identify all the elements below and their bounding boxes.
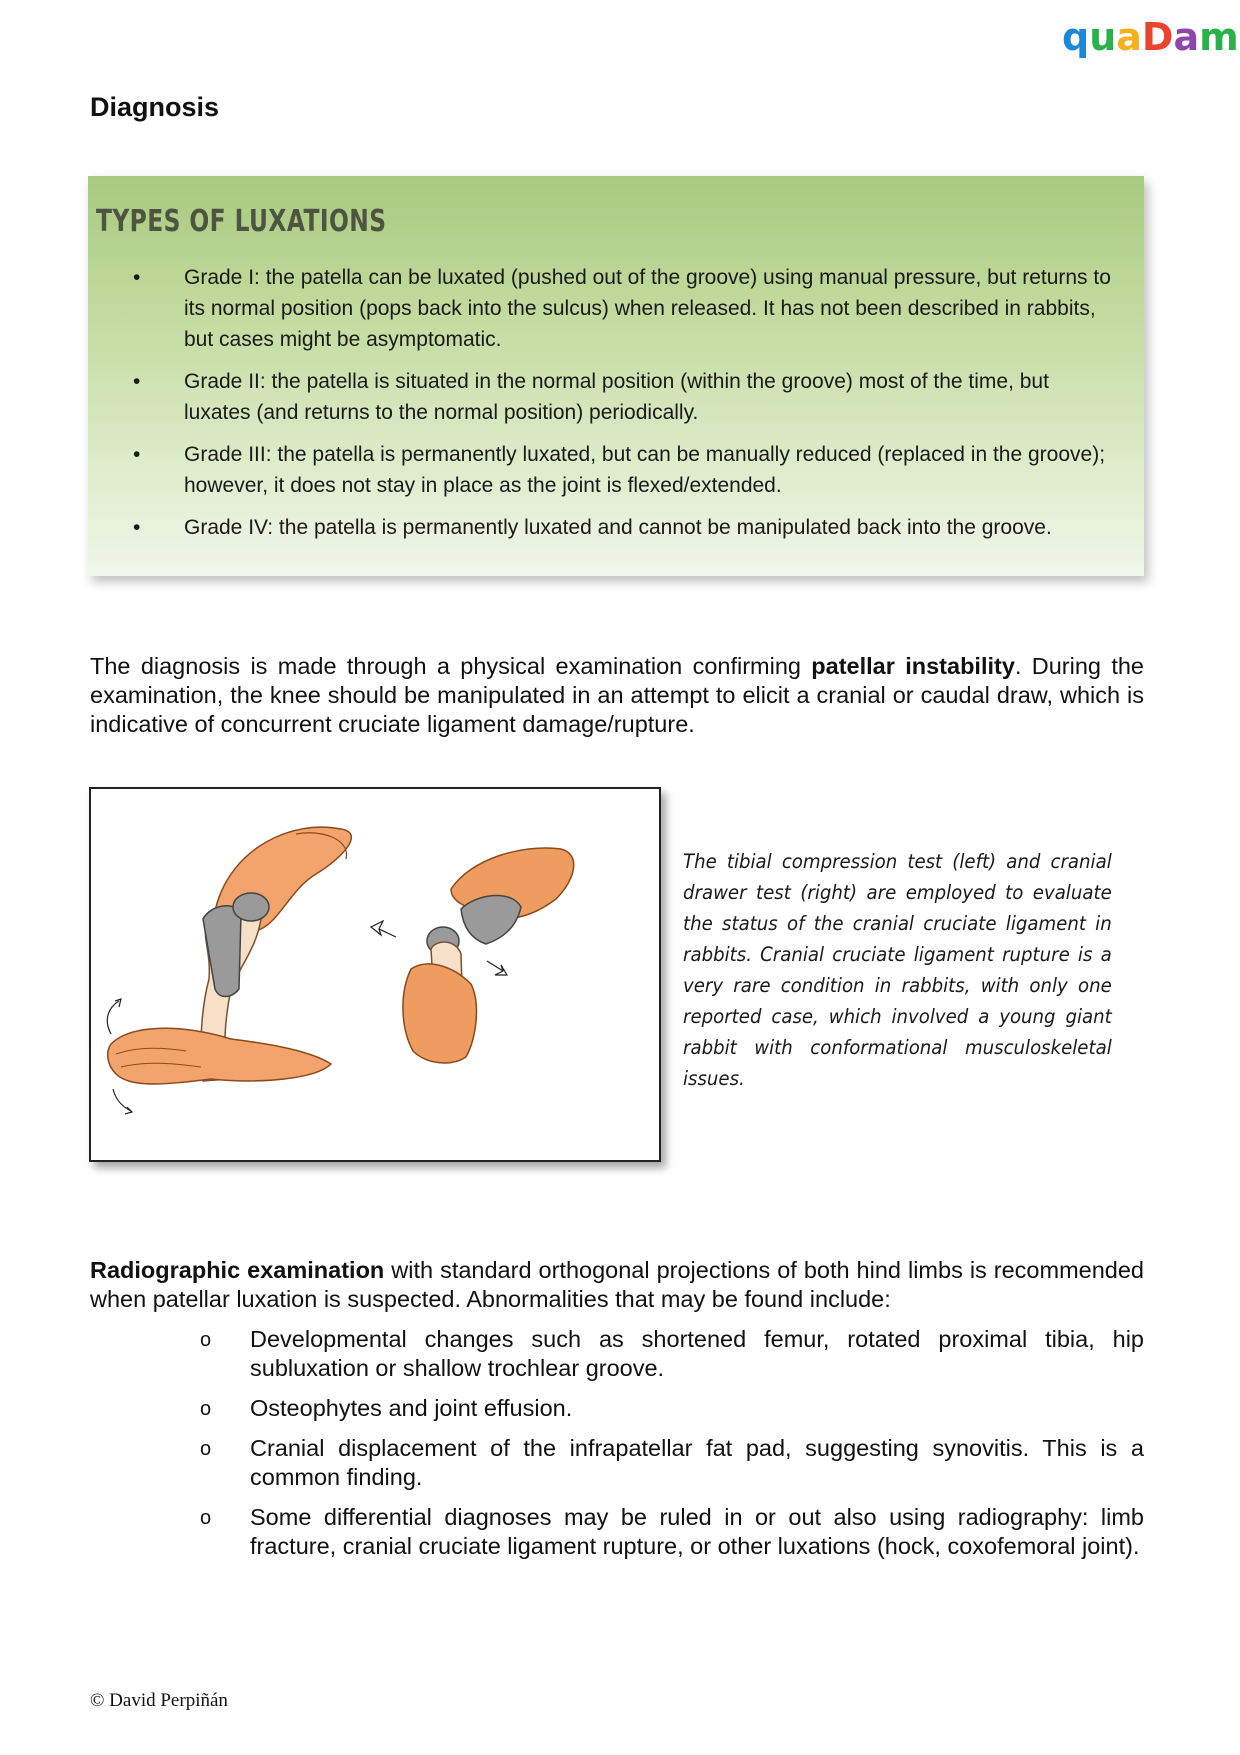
radiography-paragraph <box>90 1256 1144 1314</box>
radiography-finding <box>90 1325 1144 1383</box>
radiography-text-after: with standard orthogonal projections of both hind limbs is recommended when patellar luxation is suspected. Abnormalities that may be found include: <box>90 1257 1144 1312</box>
finding-text: Developmental changes such as shortened femur, rotated proximal tibia, hip subluxation or shallow trochlear groove. <box>250 1326 1144 1381</box>
luxation-text: Grade II: the patella is situated in the normal position (within the groove) most of the time, but luxates (and returns to the normal position) periodically. <box>184 370 1049 424</box>
radiography-bold: Radiographic examination <box>90 1257 385 1283</box>
logo-letter: a <box>1173 15 1200 59</box>
radiography-findings-list <box>90 1325 1144 1572</box>
cranial-drawer-test-drawing <box>371 848 574 1063</box>
list-marker: o <box>200 1438 212 1460</box>
luxation-item <box>88 512 1144 543</box>
bullet-icon: • <box>133 443 141 466</box>
luxation-item <box>88 262 1144 355</box>
logo-letter: m <box>1199 15 1239 59</box>
luxation-text: Grade IV: the patella is permanently luxated and cannot be manipulated back into the groove. <box>184 516 1052 539</box>
diagnosis-paragraph <box>90 652 1144 739</box>
luxation-list <box>88 262 1144 554</box>
radiography-finding <box>90 1394 1144 1423</box>
list-marker: o <box>200 1398 212 1420</box>
finding-text: Some differential diagnoses may be ruled in or out also using radiography: limb fracture, cranial cruciate ligament rupture, or other luxations (hock, coxofemoral joint). <box>250 1504 1144 1559</box>
luxation-item <box>88 439 1144 501</box>
finding-text: Osteophytes and joint effusion. <box>250 1395 573 1421</box>
figure-caption: The tibial compression test (left) and cranial drawer test (right) are employed to evaluate the status of the cranial cruciate ligament in rabbits. Cranial cruciate ligament rupture is a very rare condition in rabbits, with only one reported case, which involved a young giant rabbit with conformational musculoskeletal issues. <box>683 850 1112 1090</box>
luxation-types-title: TYPES OF LUXATIONS <box>96 204 387 239</box>
bullet-icon: • <box>133 266 141 289</box>
copyright-footer: © David Perpiñán <box>90 1690 228 1711</box>
luxation-item <box>88 366 1144 428</box>
knee-test-illustration <box>89 787 661 1162</box>
intro-text-before: The diagnosis is made through a physical examination confirming <box>90 653 812 679</box>
finding-text: Cranial displacement of the infrapatellar fat pad, suggesting synovitis. This is a common finding. <box>250 1435 1144 1490</box>
logo-letter: a <box>1116 15 1142 59</box>
radiography-finding <box>90 1434 1144 1492</box>
bullet-icon: • <box>133 370 141 393</box>
page-title: Diagnosis <box>90 92 220 122</box>
list-marker: o <box>200 1507 212 1529</box>
knee-test-drawing <box>91 789 659 1160</box>
tibial-compression-test-drawing <box>107 827 351 1114</box>
logo-letter: q <box>1062 15 1090 59</box>
logo-letter: D <box>1141 15 1174 59</box>
list-marker: o <box>200 1329 212 1351</box>
luxation-types-box <box>88 176 1144 576</box>
intro-text-after: . During the examination, the knee should be manipulated in an attempt to elicit a cranial or caudal draw, which is indicative of concurrent cruciate ligament damage/rupture. <box>90 653 1144 737</box>
intro-bold: patellar instability <box>811 653 1015 679</box>
luxation-text: Grade I: the patella can be luxated (pushed out of the groove) using manual pressure, but returns to its normal position (pops back into the sulcus) when released. It has not been described in rabbits, but cases might be asymptomatic. <box>184 266 1111 351</box>
luxation-text: Grade III: the patella is permanently luxated, but can be manually reduced (replaced in the groove); however, it does not stay in place as the joint is flexed/extended. <box>184 443 1106 497</box>
quadam-logo <box>1062 15 1239 59</box>
logo-letter: u <box>1089 15 1117 59</box>
bullet-icon: • <box>133 516 141 539</box>
radiography-finding <box>90 1503 1144 1561</box>
